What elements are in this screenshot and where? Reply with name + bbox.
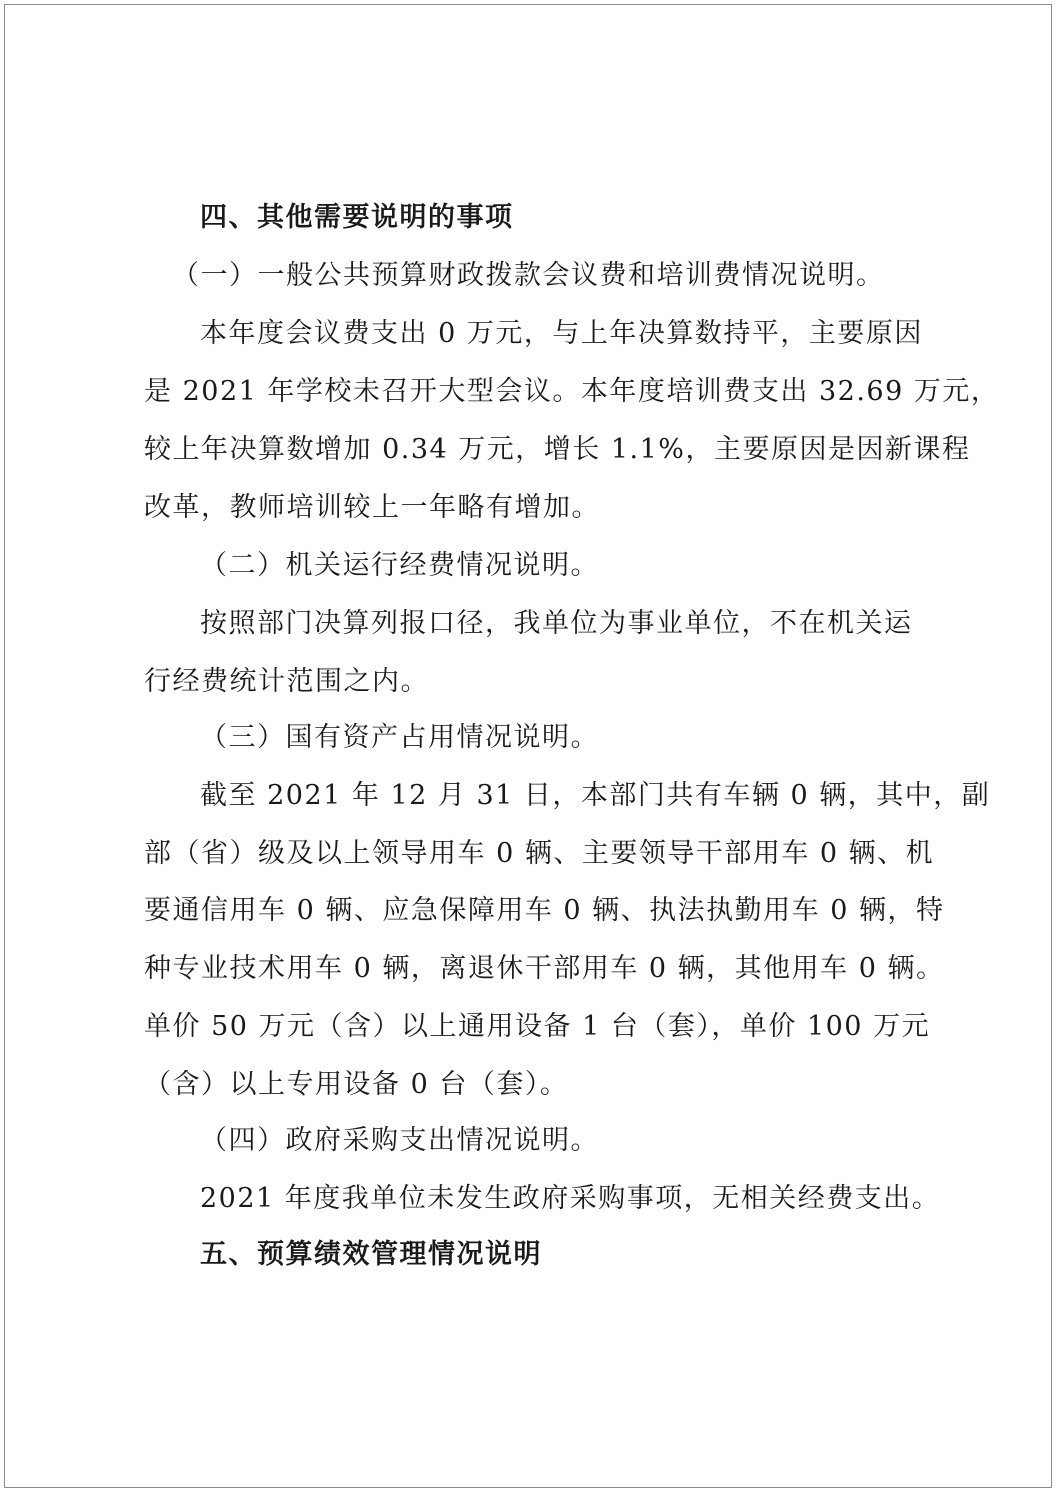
- paragraph-line: 部（省）级及以上领导用车 0 辆、主要领导干部用车 0 辆、机: [144, 838, 935, 869]
- paragraph-line: 种专业技术用车 0 辆，离退休干部用车 0 辆，其他用车 0 辆。: [144, 953, 945, 984]
- paragraph-line: 2021 年度我单位未发生政府采购事项，无相关经费支出。: [200, 1183, 941, 1214]
- section-heading-four: 四、其他需要说明的事项: [200, 202, 514, 233]
- subsection-heading-4: （四）政府采购支出情况说明。: [200, 1125, 599, 1156]
- subsection-heading-3: （三）国有资产占用情况说明。: [200, 722, 599, 753]
- section-heading-five: 五、预算绩效管理情况说明: [200, 1239, 542, 1270]
- paragraph-line: 要通信用车 0 辆、应急保障用车 0 辆、执法执勤用车 0 辆，特: [144, 895, 945, 926]
- paragraph-line: 按照部门决算列报口径，我单位为事业单位，不在机关运: [200, 608, 913, 639]
- paragraph-line: 改革，教师培训较上一年略有增加。: [144, 492, 600, 523]
- paragraph-line: 是 2021 年学校未召开大型会议。本年度培训费支出 32.69 万元，: [144, 376, 1000, 407]
- paragraph-line: 单价 50 万元（含）以上通用设备 1 台（套），单价 100 万元: [144, 1011, 931, 1042]
- paragraph-line: （含）以上专用设备 0 台（套）。: [144, 1069, 569, 1100]
- paragraph-line: 截至 2021 年 12 月 31 日，本部门共有车辆 0 辆，其中，副: [200, 780, 991, 811]
- paragraph-line: 较上年决算数增加 0.34 万元，增长 1.1%，主要原因是因新课程: [144, 434, 971, 465]
- subsection-heading-2: （二）机关运行经费情况说明。: [200, 550, 599, 581]
- paragraph-line: 行经费统计范围之内。: [144, 666, 429, 697]
- paragraph-line: 本年度会议费支出 0 万元，与上年决算数持平，主要原因: [200, 318, 923, 349]
- subsection-heading-1: （一）一般公共预算财政拨款会议费和培训费情况说明。: [172, 260, 885, 291]
